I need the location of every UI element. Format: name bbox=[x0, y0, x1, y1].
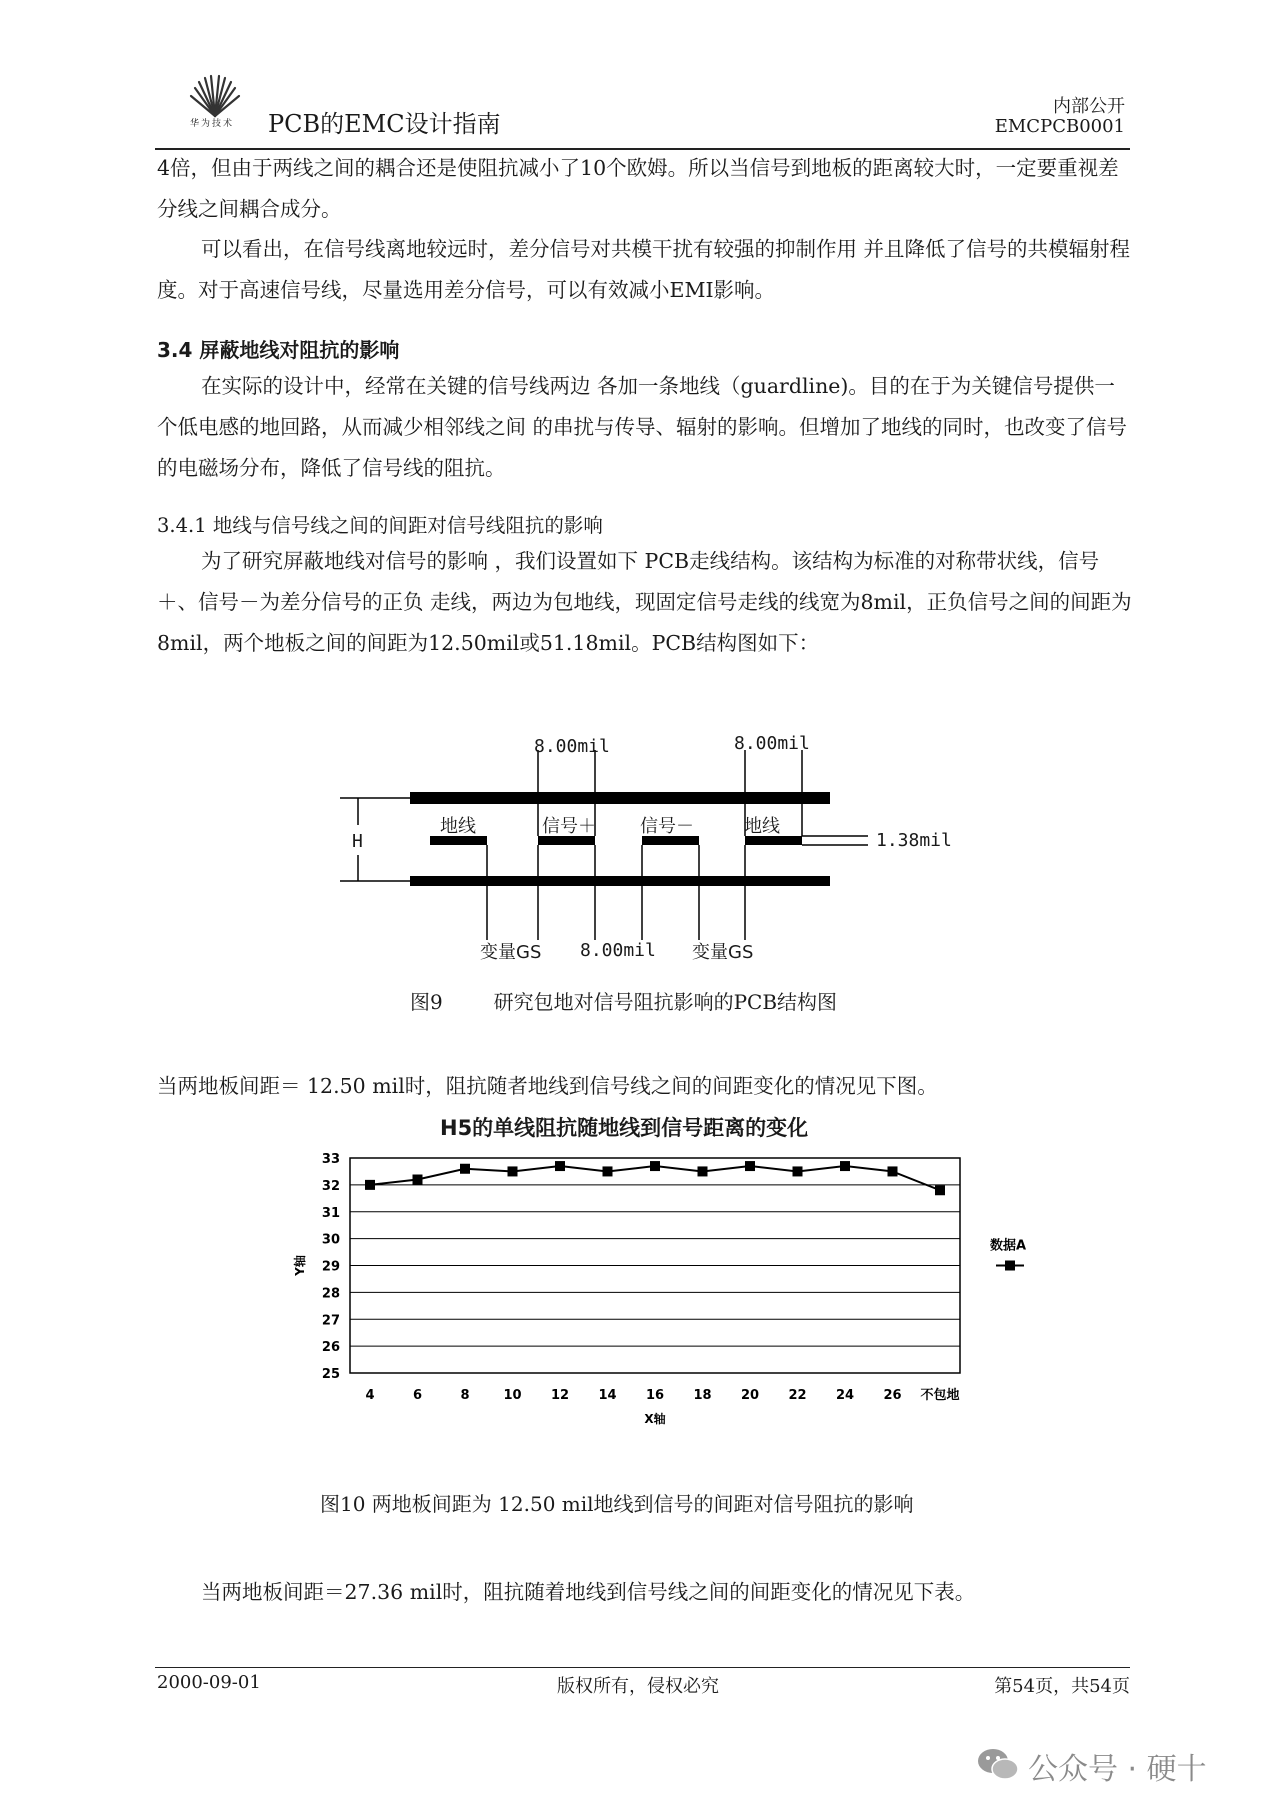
data-point bbox=[793, 1166, 803, 1176]
watermark-text: 公众号 · 硬十 bbox=[1028, 1752, 1207, 1787]
data-point bbox=[413, 1175, 423, 1185]
paragraph-4: 为了研究屏蔽地线对信号的影响 ，我们设置如下 PCB走线结构。该结构为标准的对称带状线，信号＋、信号－为差分信号的正负 走线，两边为包地线，现固定信号走线的线宽为8mil，正负信号之间的间距为8mil，两个地板之间的间距为12.50mil或51.18mil。PCB结构图如下： bbox=[157, 549, 1132, 655]
paragraph-5: 当两地板间距＝ 12.50 mil时，阻抗随者地线到信号线之间的间距变化的情况见下图。 bbox=[157, 1074, 938, 1098]
y-tick-label: 25 bbox=[321, 1367, 340, 1382]
document-title: PCB的EMC设计指南 bbox=[268, 110, 501, 138]
dim-label-top-left: 8.00mil bbox=[534, 736, 610, 757]
y-tick-label: 29 bbox=[321, 1259, 340, 1275]
legend-marker bbox=[1005, 1261, 1015, 1271]
footer-copyright: 版权所有，侵权必究 bbox=[557, 1676, 719, 1697]
dim-label-thickness: 1.38mil bbox=[876, 830, 952, 851]
x-tick-label: 16 bbox=[645, 1388, 665, 1403]
section-heading: 3.4 屏蔽地线对阻抗的影响 bbox=[157, 338, 400, 362]
figure-9-caption: 图9 研究包地对信号阻抗影响的PCB结构图 bbox=[410, 990, 838, 1014]
bottom-ground-plane bbox=[410, 876, 830, 886]
data-point bbox=[888, 1166, 898, 1176]
logo-caption: 华为技术 bbox=[190, 119, 235, 129]
dim-label-bottom-mid: 8.00mil bbox=[580, 940, 656, 961]
paragraph-6: 当两地板间距＝27.36 mil时，阻抗随着地线到信号线之间的间距变化的情况见下表。 bbox=[201, 1580, 976, 1604]
footer-page: 第54页，共54页 bbox=[994, 1676, 1130, 1697]
x-tick-label: 24 bbox=[835, 1388, 855, 1403]
dim-label-h: H bbox=[352, 831, 363, 852]
x-tick-label: 14 bbox=[598, 1388, 617, 1403]
x-tick-label: 6 bbox=[412, 1388, 423, 1403]
data-point bbox=[365, 1180, 375, 1190]
data-point bbox=[603, 1166, 613, 1176]
y-tick-label: 28 bbox=[321, 1286, 340, 1302]
data-point bbox=[698, 1166, 708, 1176]
label-ground-left: 地线 bbox=[440, 816, 476, 837]
data-point bbox=[650, 1161, 660, 1171]
x-tick-label: 22 bbox=[788, 1388, 807, 1403]
wechat-icon bbox=[976, 1745, 1020, 1785]
label-ground-right: 地线 bbox=[744, 816, 780, 837]
x-tick-label: 26 bbox=[883, 1388, 902, 1403]
paragraph-2: 可以看出，在信号线离地较远时，差分信号对共模干扰有较强的抑制作用 并且降低了信号的共模辐射程度。对于高速信号线，尽量选用差分信号，可以有效减小EMI影响。 bbox=[157, 237, 1131, 302]
label-signal-plus: 信号＋ bbox=[542, 816, 596, 837]
data-point bbox=[840, 1161, 850, 1171]
label-signal-minus: 信号－ bbox=[640, 816, 694, 837]
x-tick-label: 18 bbox=[693, 1388, 712, 1403]
subsection-heading: 3.4.1 地线与信号线之间的间距对信号线阻抗的影响 bbox=[157, 514, 603, 537]
footer-date: 2000-09-01 bbox=[157, 1672, 261, 1693]
impedance-line-chart bbox=[280, 1148, 1080, 1438]
y-tick-label: 33 bbox=[321, 1152, 340, 1167]
label-var-gs-left: 变量GS bbox=[480, 942, 542, 963]
x-tick-label: 12 bbox=[550, 1388, 570, 1403]
footer-rule bbox=[155, 1667, 1130, 1668]
data-point bbox=[508, 1166, 518, 1176]
y-tick-label: 32 bbox=[321, 1178, 340, 1194]
data-point bbox=[555, 1161, 565, 1171]
x-tick-label: 20 bbox=[740, 1388, 760, 1403]
x-tick-label: 4 bbox=[365, 1388, 375, 1403]
x-tick-label: 10 bbox=[503, 1388, 522, 1403]
document-id: EMCPCB0001 bbox=[994, 116, 1125, 137]
dim-label-top-right: 8.00mil bbox=[734, 733, 810, 754]
figure-10-caption: 图10 两地板间距为 12.50 mil地线到信号的间距对信号阻抗的影响 bbox=[320, 1492, 914, 1516]
y-tick-label: 30 bbox=[321, 1232, 340, 1248]
x-tick-label: 8 bbox=[460, 1388, 470, 1403]
data-point bbox=[460, 1164, 470, 1174]
classification-label: 内部公开 bbox=[1053, 96, 1125, 117]
top-ground-plane bbox=[410, 792, 830, 804]
y-tick-label: 26 bbox=[321, 1340, 340, 1356]
y-tick-label: 31 bbox=[321, 1205, 340, 1221]
paragraph-3: 在实际的设计中，经常在关键的信号线两边 各加一条地线（guardline)。目的在于为关键信号提供一个低电感的地回路，从而减少相邻线之间 的串扰与传导、辐射的影响。但增加了地线的同时，也改变了信号的电磁场分布，降低了信号线的阻抗。 bbox=[157, 374, 1128, 480]
y-tick-label: 27 bbox=[321, 1313, 340, 1329]
paragraph-1: 4倍，但由于两线之间的耦合还是使阻抗减小了10个欧姆。所以当信号到地板的距离较大时，一定要重视差分线之间耦合成分。 bbox=[157, 156, 1119, 221]
x-axis-label: X轴 bbox=[644, 1412, 666, 1426]
legend-label: 数据A bbox=[990, 1238, 1027, 1254]
data-point bbox=[935, 1185, 945, 1195]
x-tick-label: 不包地 bbox=[920, 1388, 960, 1403]
data-point bbox=[745, 1161, 755, 1171]
label-var-gs-right: 变量GS bbox=[692, 942, 754, 963]
chart-title: H5的单线阻抗随地线到信号距离的变化 bbox=[440, 1116, 809, 1140]
y-axis-label: Y轴 bbox=[293, 1255, 307, 1276]
